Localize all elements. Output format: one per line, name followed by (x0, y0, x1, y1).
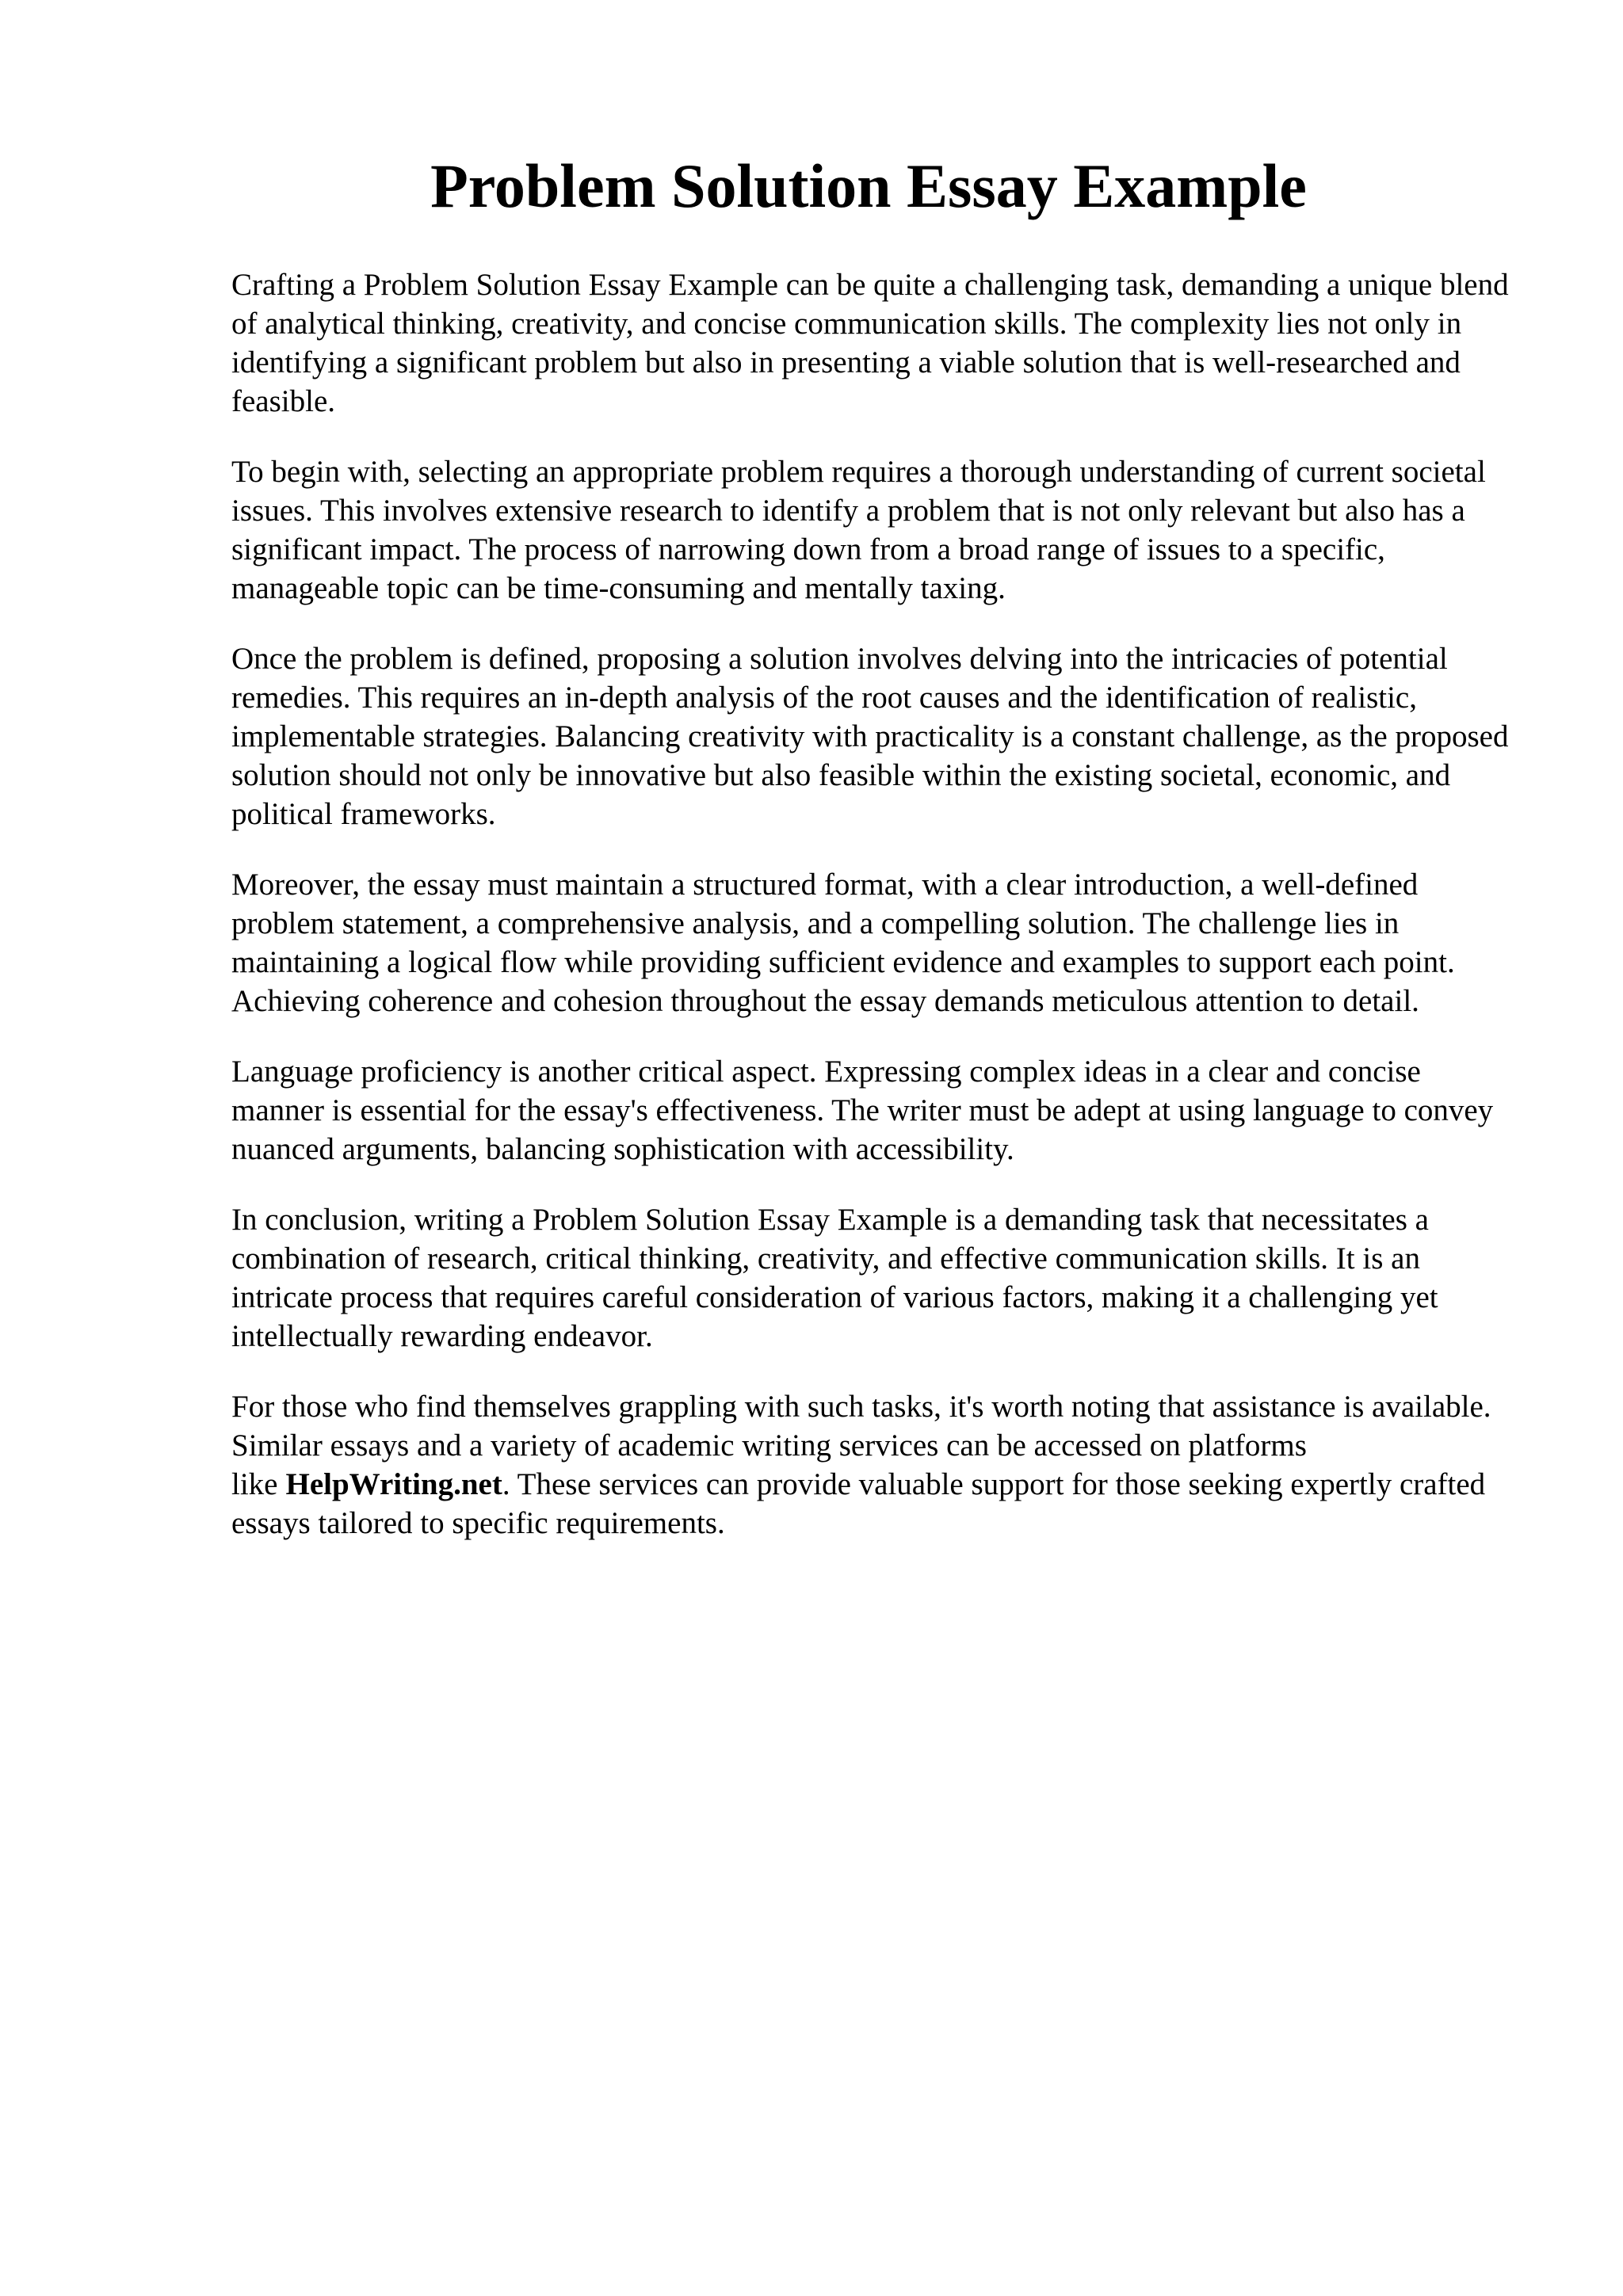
helpwriting-link[interactable]: HelpWriting.net (285, 1467, 502, 1501)
paragraph-5: Language proficiency is another critical aspect. Expressing complex ideas in a clear and concise manner is essential for the essay's effectiveness. The writer must be adept at using language to convey nuanced arguments, balancing sophistication with accessibility. (231, 1055, 1494, 1166)
paragraph-4: Moreover, the essay must maintain a structured format, with a clear introduction, a well-defined problem statement, a comprehensive analysis, and a compelling solution. The challenge lies in maintaining a logical flow while providing sufficient evidence and examples to support each point. Achieving coherence and cohesion throughout the essay demands meticulous attention to detail. (231, 868, 1455, 1018)
page-title: Problem Solution Essay Example (430, 151, 1307, 220)
paragraph-6: In conclusion, writing a Problem Solution Essay Example is a demanding task that necessitates a combination of research, critical thinking, creativity, and effective communication skills. It is an intricate process that requires careful consideration of various factors, making it a challenging yet intellectually rewarding endeavor. (231, 1203, 1438, 1353)
paragraph-7 (231, 1387, 1515, 1543)
essay-body (231, 265, 1515, 1574)
paragraph-3: Once the problem is defined, proposing a solution involves delving into the intricacies of potential remedies. This requires an in-depth analysis of the root causes and the identification of realistic, implementable strategies. Balancing creativity with practicality is a constant challenge, as the proposed solution should not only be innovative but also feasible within the existing societal, economic, and political frameworks. (231, 642, 1509, 831)
paragraph-7-before-link: For those who find themselves grappling with such tasks, it's worth noting that assistance is available. Similar essays and a variety of academic writing services can be accessed on platforms like (231, 1390, 1491, 1501)
paragraph-2: To begin with, selecting an appropriate problem requires a thorough understanding of current societal issues. This involves extensive research to identify a problem that is not only relevant but also has a significant impact. The process of narrowing down from a broad range of issues to a specific, manageable topic can be time-consuming and mentally taxing. (231, 455, 1486, 605)
paragraph-1: Crafting a Problem Solution Essay Example can be quite a challenging task, demanding a unique blend of analytical thinking, creativity, and concise communication skills. The complexity lies not only in identifying a significant problem but also in presenting a viable solution that is well-researched and feasible. (231, 268, 1509, 418)
paragraph-7-after-link: . These services can provide valuable support for those seeking expertly crafted essays tailored to specific requirements. (231, 1467, 1486, 1540)
